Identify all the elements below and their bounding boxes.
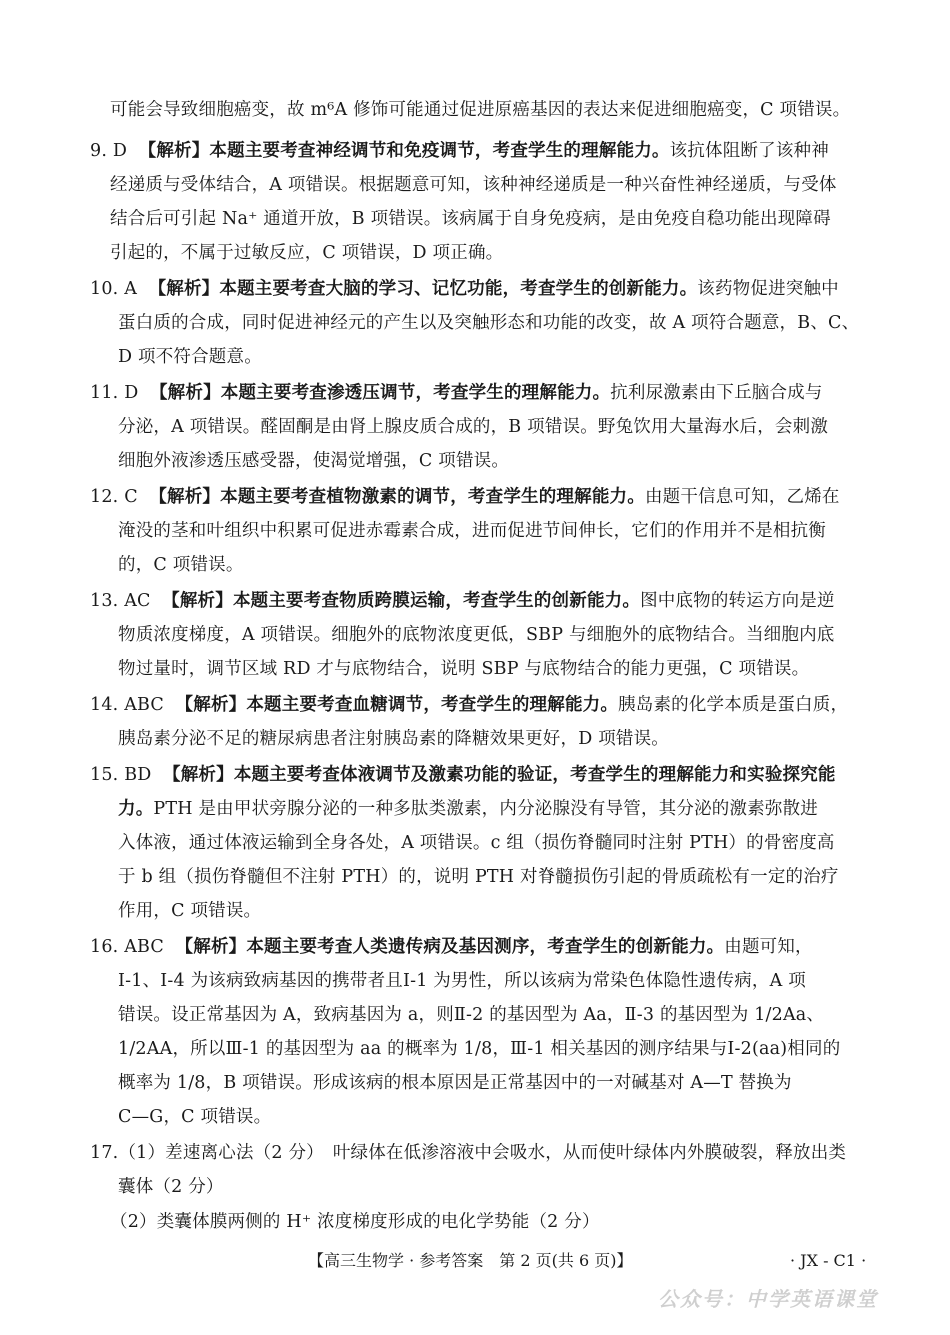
text-line: 1/2AA，所以Ⅲ-1 的基因型为 aa 的概率为 1/8，Ⅲ-1 相关基因的测序结果与Ⅰ-2(aa)相同的 (118, 1039, 841, 1059)
text-line: 抗利尿激素由下丘脑合成与 (610, 383, 823, 403)
text-line: 胰岛素分泌不足的糖尿病患者注射胰岛素的降糖效果更好，D 项错误。 (118, 729, 669, 749)
answer-item-12 (90, 485, 840, 509)
page-footer-code: · JX - C1 · (790, 1251, 867, 1270)
text-line: 物过量时，调节区域 RD 才与底物结合，说明 SBP 与底物结合的能力更强，C 项错误。 (118, 659, 810, 679)
analysis-heading: 【解析】本题主要考查体液调节及激素功能的验证，考查学生的理解能力和实验探究能 (163, 765, 836, 785)
analysis-heading: 【解析】本题主要考查血糖调节，考查学生的理解能力。 (175, 695, 619, 715)
text-line: 于 b 组（损伤脊髓但不注射 PTH）的，说明 PTH 对脊髓损伤引起的骨质疏松有一定的治疗 (118, 867, 839, 887)
text-line: 由题可知， (724, 937, 813, 957)
text-line: 图中底物的转运方向是逆 (640, 591, 835, 611)
text-line: 该抗体阻断了该种神 (669, 141, 829, 161)
text-line: 细胞外液渗透压感受器，使渴觉增强，C 项错误。 (118, 451, 510, 471)
answer-item-10 (90, 277, 839, 301)
text-line: 由题干信息可知，乙烯在 (644, 487, 840, 507)
text-line: 可能会导致细胞癌变，故 m⁶A 修饰可能通过促进原癌基因的表达来促进细胞癌变，C 项错误。 (110, 100, 851, 120)
text-line: 的，C 项错误。 (118, 555, 244, 575)
answer-item-13 (90, 589, 835, 613)
text-line: 经递质与受体结合，A 项错误。根据题意可知，该种神经递质是一种兴奋性神经递质，与受体 (110, 175, 837, 195)
answer-number: 15. BD (90, 765, 152, 785)
text-line: 错误。设正常基因为 A，致病基因为 a，则Ⅱ-2 的基因型为 Aa，Ⅱ-3 的基因型为 1/2Aa、 (118, 1005, 825, 1025)
page-footer-title: 【高三生物学 · 参考答案 第 2 页(共 6 页)】 (308, 1251, 633, 1270)
text-line: 物质浓度梯度，A 项错误。细胞外的底物浓度更低，SBP 与细胞外的底物结合。当细胞内底 (118, 625, 835, 645)
text-line: 该药物促进突触中 (697, 279, 839, 299)
answer-number: 14. ABC (90, 695, 165, 715)
text-line: 概率为 1/8，B 项错误。形成该病的根本原因是正常基因中的一对碱基对 A—T 替换为 (118, 1073, 792, 1093)
text-line: D 项不符合题意。 (118, 347, 262, 367)
answer-item-15 (90, 763, 836, 787)
answer-number: 17. (90, 1143, 119, 1163)
analysis-heading: 【解析】本题主要考查人类遗传病及基因测序，考查学生的创新能力。 (175, 937, 725, 957)
text-line: 入体液，通过体液运输到全身各处，A 项错误。c 组（损伤脊髓同时注射 PTH）的骨密度高 (118, 833, 835, 853)
text-line: 囊体（2 分） (118, 1177, 224, 1197)
text-line: Ⅰ-1、Ⅰ-4 为该病致病基因的携带者且Ⅰ-1 为男性，所以该病为常染色体隐性遗传病，A 项 (118, 971, 806, 991)
answer-number: 16. ABC (90, 937, 165, 957)
analysis-heading: 【解析】本题主要考查物质跨膜运输，考查学生的创新能力。 (162, 591, 641, 611)
analysis-heading: 【解析】本题主要考查植物激素的调节，考查学生的理解能力。 (149, 487, 645, 507)
answer-item-11 (90, 381, 823, 405)
analysis-heading-cont: 力。 (118, 799, 154, 819)
text-line: 蛋白质的合成，同时促进神经元的产生以及突触形态和功能的改变，故 A 项符合题意，B、C、 (118, 313, 860, 333)
text-line: 淹没的茎和叶组织中积累可促进赤霉素合成，进而促进节间伸长，它们的作用并不是相抗衡 (118, 521, 826, 541)
text-line (118, 797, 818, 821)
text-line: 分泌，A 项错误。醛固酮是由肾上腺皮质合成的，B 项错误。野兔饮用大量海水后，会刺激 (118, 417, 829, 437)
answer-number: 9. D (90, 141, 128, 161)
text-line: C—G，C 项错误。 (118, 1107, 272, 1127)
answer-number: 13. AC (90, 591, 151, 611)
text-line: （2）类囊体膜两侧的 H⁺ 浓度梯度形成的电化学势能（2 分） (110, 1212, 600, 1232)
answer-item-9 (90, 139, 829, 163)
watermark-text: 公众号：中学英语课堂 (658, 1287, 878, 1311)
text-line: 引起的，不属于过敏反应，C 项错误，D 项正确。 (110, 243, 504, 263)
answer-item-14 (90, 693, 848, 717)
text-line: 胰岛素的化学本质是蛋白质， (618, 695, 849, 715)
text-line: 结合后可引起 Na⁺ 通道开放，B 项错误。该病属于自身免疫病，是由免疫自稳功能出现障碍 (110, 209, 831, 229)
analysis-heading: 【解析】本题主要考查大脑的学习、记忆功能，考查学生的创新能力。 (148, 279, 698, 299)
analysis-heading: 【解析】本题主要考查渗透压调节，考查学生的理解能力。 (149, 383, 611, 403)
text-line: （1）差速离心法（2 分） 叶绿体在低渗溶液中会吸水，从而使叶绿体内外膜破裂，释放出类 (118, 1143, 847, 1163)
analysis-heading: 【解析】本题主要考查神经调节和免疫调节，考查学生的理解能力。 (138, 141, 670, 161)
answer-item-16 (90, 935, 813, 959)
answer-number: 10. A (90, 279, 138, 299)
answer-item-17 (90, 1141, 846, 1165)
text-line: 作用，C 项错误。 (118, 901, 262, 921)
text-line: PTH 是由甲状旁腺分泌的一种多肽类激素，内分泌腺没有导管，其分泌的激素弥散进 (153, 799, 818, 819)
answer-number: 12. C (90, 487, 138, 507)
answer-number: 11. D (90, 383, 139, 403)
